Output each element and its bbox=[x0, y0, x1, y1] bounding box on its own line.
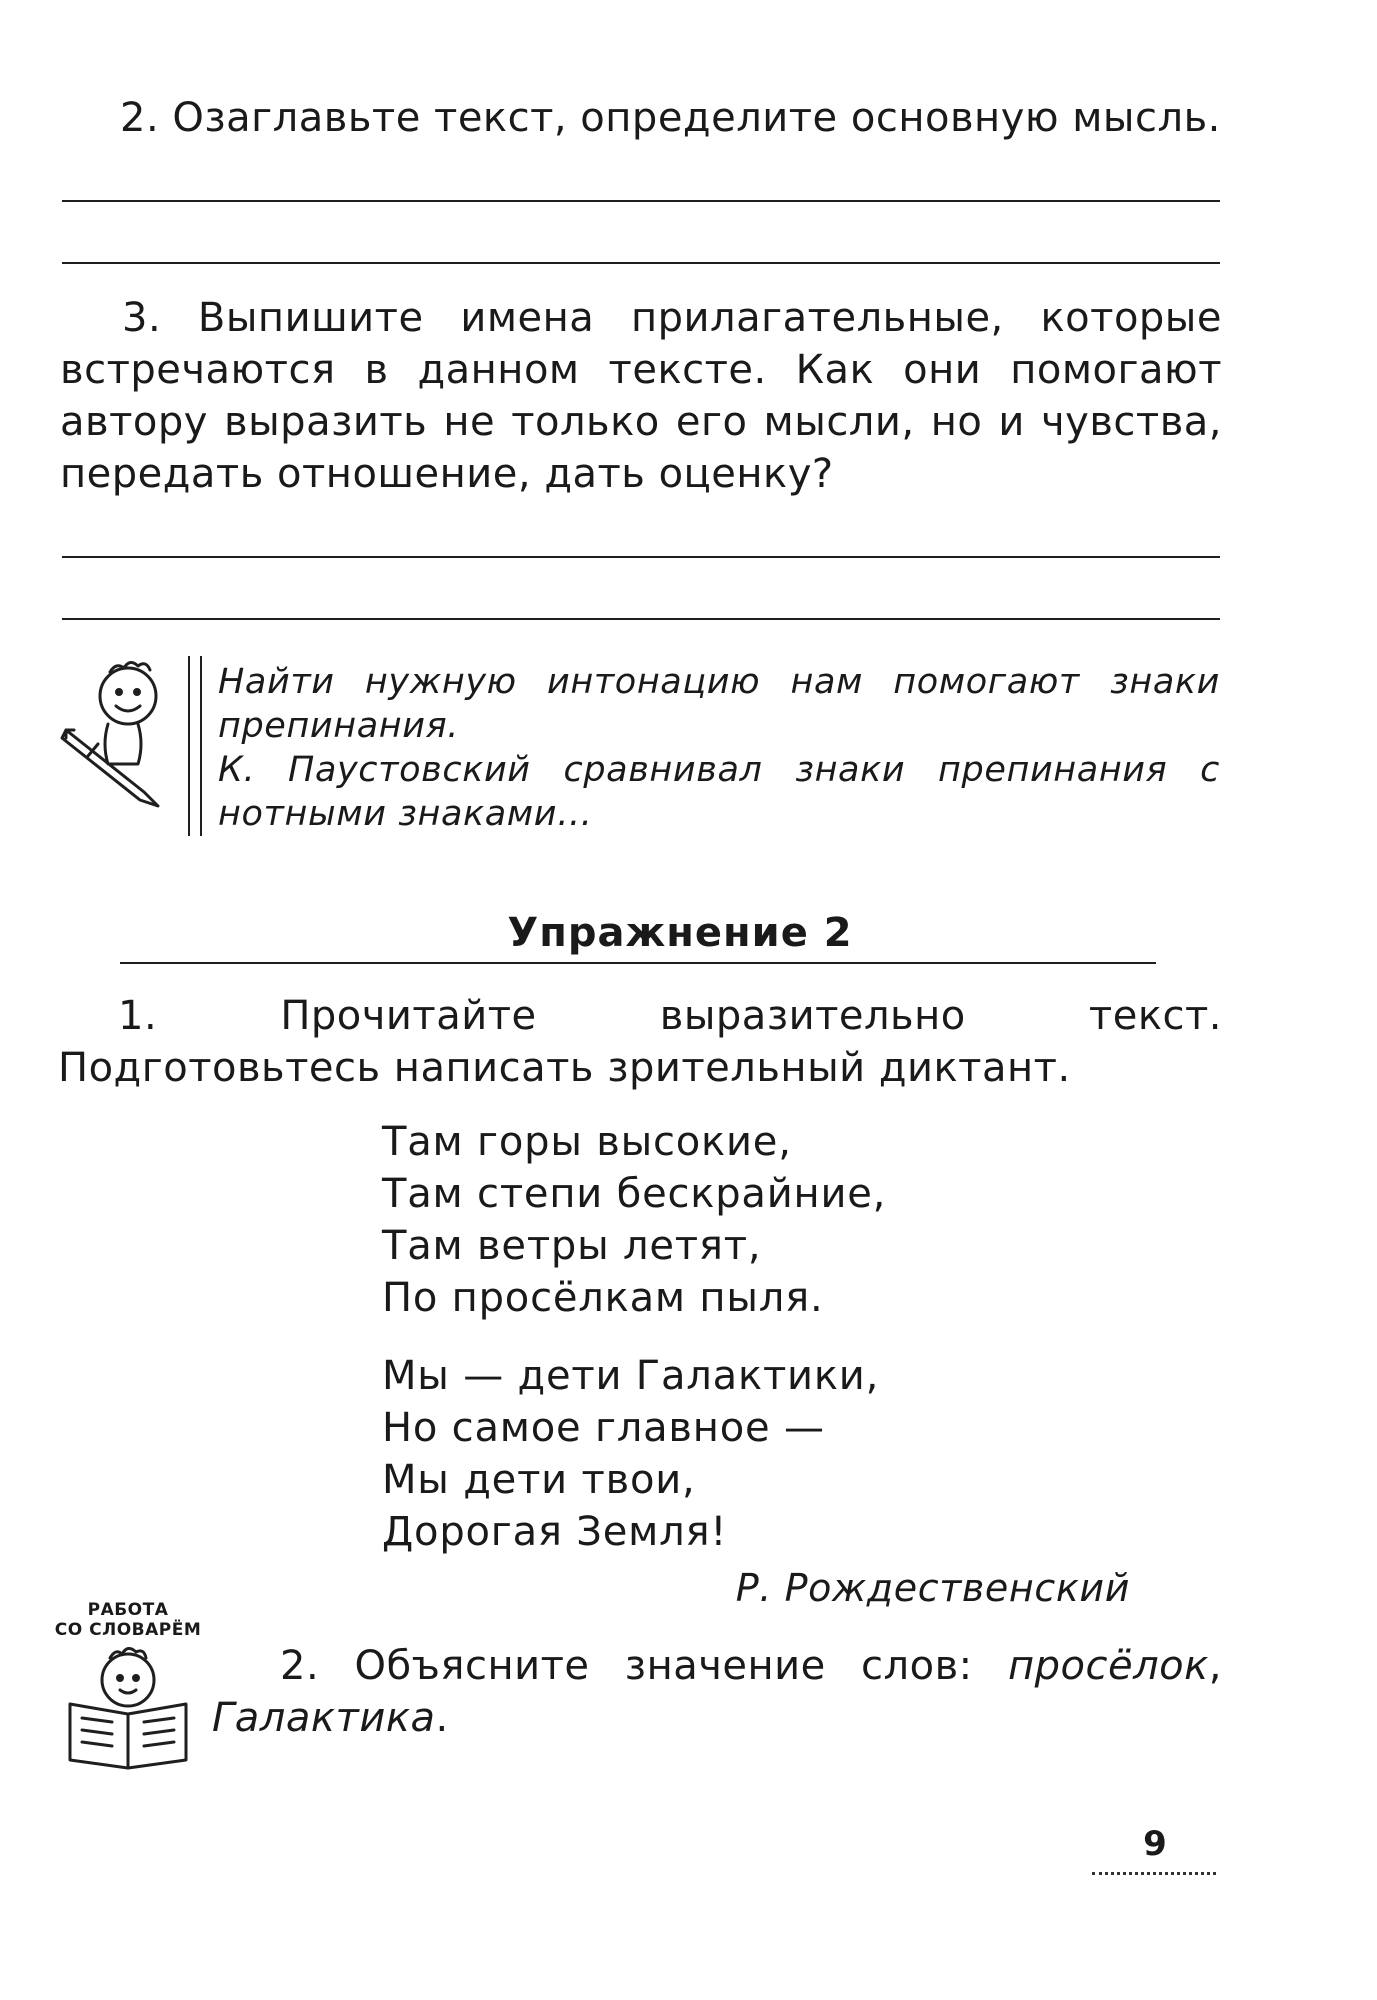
exercise-title: Упражнение 2 bbox=[507, 910, 853, 956]
dictionary-caption-line-2: СО СЛОВАРЁМ bbox=[54, 1620, 202, 1640]
dictionary-caption-line-1: РАБОТА bbox=[87, 1600, 169, 1620]
task-3-text: 3. Выпишите имена прилагательные, которые встречаются в данном тексте. Как они помогают автору выразить не только его мысли, но и чувства, передать отношение, дать оценку? bbox=[60, 295, 1222, 497]
word-galaktika: Галактика bbox=[212, 1695, 436, 1741]
poem-stanza-1 bbox=[382, 1116, 1082, 1324]
poem-line: Там степи бескрайние, bbox=[382, 1171, 887, 1217]
page-number-underline bbox=[1092, 1872, 1216, 1875]
dictionary-work-badge bbox=[48, 1600, 208, 1774]
answer-line[interactable] bbox=[62, 556, 1220, 558]
poem-line: Но самое главное — bbox=[382, 1405, 825, 1451]
answer-line[interactable] bbox=[62, 200, 1220, 202]
boy-with-pencil-icon bbox=[58, 654, 178, 814]
exercise-task-1-text: 1. Прочитайте выразительно текст. Подготовьтесь написать зрительный диктант. bbox=[58, 993, 1222, 1091]
tip-line-2: К. Паустовский сравнивал знаки препинания с нотными знаками… bbox=[218, 750, 1220, 834]
heading-underline bbox=[120, 962, 1156, 964]
page-number: 9 bbox=[1143, 1824, 1167, 1864]
answer-line[interactable] bbox=[62, 618, 1220, 620]
poem-author: Р. Рождественский bbox=[735, 1566, 1130, 1610]
answer-line[interactable] bbox=[62, 262, 1220, 264]
tip-line-1: Найти нужную интонацию нам помогают знаки препинания. bbox=[218, 662, 1220, 746]
poem-line: Дорогая Земля! bbox=[382, 1509, 728, 1555]
exercise-task-2-text bbox=[212, 1640, 1222, 1744]
poem-line: Мы дети твои, bbox=[382, 1457, 696, 1503]
boy-reading-book-icon bbox=[48, 1640, 208, 1770]
tip-margin-bars bbox=[188, 656, 202, 836]
task-2-suffix: . bbox=[435, 1695, 449, 1741]
task-2-text: 2. Озаглавьте текст, определите основную мысль. bbox=[120, 95, 1221, 141]
poem-line: Там ветры летят, bbox=[382, 1223, 762, 1269]
task-2-prefix: 2. Объясните значение слов: bbox=[280, 1643, 1008, 1689]
tip-text bbox=[218, 660, 1220, 836]
poem-line: Мы — дети Галактики, bbox=[382, 1353, 880, 1399]
poem-stanza-2 bbox=[382, 1350, 1082, 1558]
poem-line: По просёлкам пыля. bbox=[382, 1275, 824, 1321]
word-proselok: просёлок bbox=[1007, 1643, 1209, 1689]
word-separator: , bbox=[1208, 1643, 1222, 1689]
poem-line: Там горы высокие, bbox=[382, 1119, 792, 1165]
